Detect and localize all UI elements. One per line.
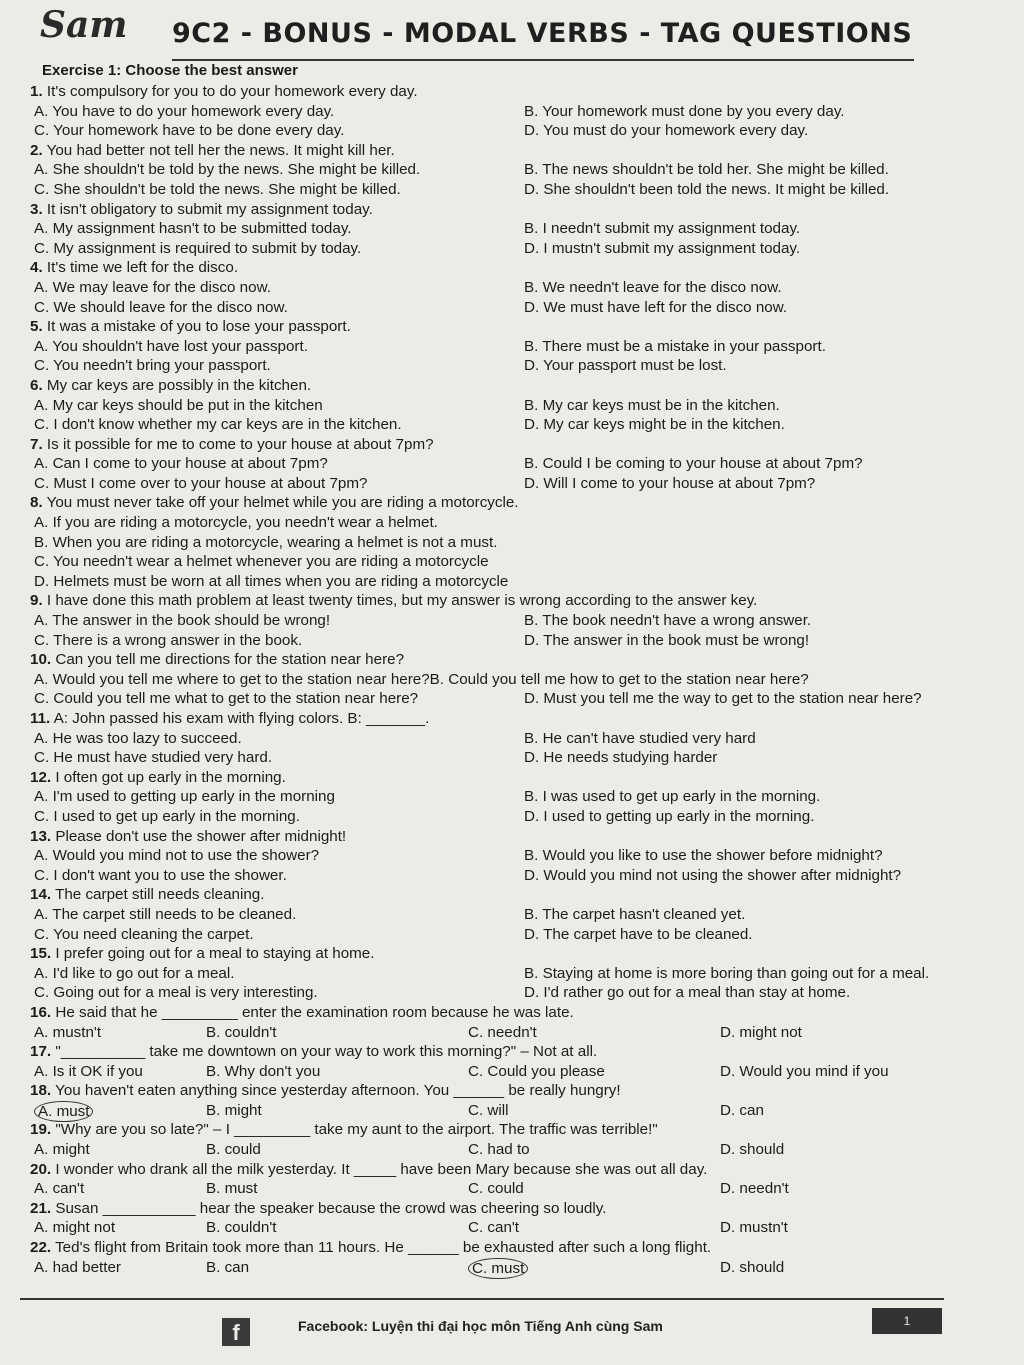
answer-option: A. mustn't — [34, 1023, 102, 1041]
answer-option: D. Your passport must be lost. — [524, 357, 727, 375]
answer-option: B. can — [206, 1258, 250, 1276]
answer-option: C. You need cleaning the carpet. — [34, 925, 254, 943]
answer-option: A. If you are riding a motorcycle, you needn't wear a helmet. — [34, 514, 438, 532]
answer-option: C. Going out for a meal is very interesting. — [34, 984, 318, 1002]
answer-option: C. I don't want you to use the shower. — [34, 866, 287, 884]
question-number: 21. — [30, 1199, 52, 1217]
logo: Sam — [40, 4, 128, 46]
answer-option: C. She shouldn't be told the news. She might be killed. — [34, 180, 401, 198]
answer-option: A. had better — [34, 1258, 121, 1276]
question-number: 7. — [30, 435, 43, 453]
answer-option: A. might not — [34, 1219, 116, 1237]
answer-option: A. We may leave for the disco now. — [34, 278, 271, 296]
answer-row — [30, 180, 970, 200]
page-title: 9C2 - BONUS - MODAL VERBS - TAG QUESTIONS — [172, 18, 913, 49]
answer-option: C. Your homework have to be done every day. — [34, 122, 345, 140]
question-stem — [30, 591, 970, 611]
answer-option: D. needn't — [720, 1180, 789, 1198]
question-stem — [30, 1003, 970, 1023]
answer-row — [30, 787, 970, 807]
question-number: 18. — [30, 1082, 52, 1100]
answer-option: C. could — [468, 1180, 524, 1198]
answer-row — [30, 356, 970, 376]
question-stem — [30, 258, 970, 278]
answer-option: A. The carpet still needs to be cleaned. — [34, 905, 297, 923]
question-text: My car keys are possibly in the kitchen. — [46, 376, 312, 394]
question-number: 5. — [30, 318, 43, 336]
answer-row — [30, 396, 970, 416]
question-number: 22. — [30, 1239, 52, 1257]
answer-option: B. Staying at home is more boring than going out for a meal. — [524, 964, 930, 982]
answer-row — [30, 160, 970, 180]
question-text: "Why are you so late?" – I _________ take my aunt to the airport. The traffic was terrible!" — [55, 1121, 658, 1139]
question-text: Ted's flight from Britain took more than 11 hours. He ______ be exhausted after such a long flight. — [55, 1239, 712, 1257]
answer-option: C. can't — [468, 1219, 520, 1237]
question-stem — [30, 376, 970, 396]
answer-row — [30, 670, 970, 690]
answer-option: B. couldn't — [206, 1219, 277, 1237]
answer-option: C. We should leave for the disco now. — [34, 298, 288, 316]
answer-option: A. You have to do your homework every day. — [34, 102, 335, 120]
answer-option: A. might — [34, 1141, 90, 1159]
answer-option: A. I'm used to getting up early in the morning — [34, 788, 335, 806]
question-number: 2. — [30, 141, 43, 159]
answer-row — [30, 807, 970, 827]
answer-option: A. Would you tell me where to get to the station near here?B. Could you tell me how to get to the station near here? — [34, 670, 809, 688]
answer-option: C. I don't know whether my car keys are in the kitchen. — [34, 416, 402, 434]
question-stem — [30, 650, 970, 670]
answer-option: D. The carpet have to be cleaned. — [524, 925, 753, 943]
answer-option: B. I was used to get up early in the morning. — [524, 788, 821, 806]
answer-row — [30, 905, 970, 925]
question-stem — [30, 768, 970, 788]
question-stem — [30, 317, 970, 337]
answer-option: C. Could you tell me what to get to the station near here? — [34, 690, 419, 708]
question-stem — [30, 1160, 970, 1180]
question-text: I prefer going out for a meal to staying at home. — [55, 945, 375, 963]
answer-option: C. You needn't bring your passport. — [34, 357, 271, 375]
answer-row — [30, 1023, 970, 1043]
answer-option: D. Must you tell me the way to get to the station near here? — [524, 690, 922, 708]
question-number: 9. — [30, 592, 43, 610]
answer-row — [30, 415, 970, 435]
answer-option: D. I used to getting up early in the morning. — [524, 807, 815, 825]
question-text: He said that he _________ enter the examination room because he was late. — [55, 1003, 574, 1021]
question-number: 13. — [30, 827, 52, 845]
question-number: 4. — [30, 259, 43, 277]
answer-option: A. He was too lazy to succeed. — [34, 729, 242, 747]
answer-option: A. I'd like to go out for a meal. — [34, 964, 235, 982]
answer-option: B. There must be a mistake in your passport. — [524, 337, 826, 355]
answer-option: D. My car keys might be in the kitchen. — [524, 416, 785, 434]
question-number: 20. — [30, 1160, 52, 1178]
answer-option: C. had to — [468, 1141, 530, 1159]
answer-row — [30, 925, 970, 945]
answer-option: C. You needn't wear a helmet whenever you are riding a motorcycle — [34, 553, 489, 571]
question-stem — [30, 944, 970, 964]
answer-row — [30, 572, 970, 592]
answer-option: B. Your homework must done by you every day. — [524, 102, 845, 120]
answer-row — [30, 278, 970, 298]
answer-option: B. might — [206, 1101, 262, 1119]
answer-option: A. You shouldn't have lost your passport. — [34, 337, 308, 355]
answer-row — [30, 748, 970, 768]
answer-option: D. She shouldn't been told the news. It might be killed. — [524, 180, 890, 198]
question-number: 14. — [30, 886, 52, 904]
answer-option: D. The answer in the book must be wrong! — [524, 631, 810, 649]
question-text: Is it possible for me to come to your house at about 7pm? — [46, 435, 434, 453]
question-stem — [30, 1081, 970, 1101]
question-stem — [30, 709, 970, 729]
question-text: You must never take off your helmet while you are riding a motorcycle. — [46, 494, 519, 512]
question-text: Susan ___________ hear the speaker because the crowd was cheering so loudly. — [55, 1199, 607, 1217]
answer-option: B. The carpet hasn't cleaned yet. — [524, 905, 746, 923]
answer-option: A. My car keys should be put in the kitchen — [34, 396, 323, 414]
question-stem — [30, 435, 970, 455]
answer-option: C. There is a wrong answer in the book. — [34, 631, 303, 649]
answer-option: B. We needn't leave for the disco now. — [524, 278, 782, 296]
answer-option: D. Helmets must be worn at all times when you are riding a motorcycle — [34, 572, 509, 590]
answer-option: C. needn't — [468, 1023, 537, 1041]
question-number: 12. — [30, 768, 52, 786]
answer-option: A. can't — [34, 1180, 85, 1198]
answer-option: D. I'd rather go out for a meal than stay at home. — [524, 984, 851, 1002]
header-underline — [172, 59, 914, 61]
answer-row — [30, 474, 970, 494]
question-number: 10. — [30, 651, 52, 669]
answer-row — [30, 454, 970, 474]
answer-option: B. could — [206, 1141, 261, 1159]
answer-option: A. Can I come to your house at about 7pm? — [34, 455, 328, 473]
answer-option: A. must — [34, 1101, 93, 1123]
answer-option: D. Would you mind not using the shower after midnight? — [524, 866, 902, 884]
answer-row — [30, 552, 970, 572]
answer-row — [30, 102, 970, 122]
answer-option: D. He needs studying harder — [524, 749, 718, 767]
answer-option: D. We must have left for the disco now. — [524, 298, 788, 316]
answer-option: B. When you are riding a motorcycle, wearing a helmet is not a must. — [34, 533, 498, 551]
answer-row — [30, 298, 970, 318]
answer-option: C. My assignment is required to submit by today. — [34, 239, 362, 257]
question-stem — [30, 200, 970, 220]
question-number: 17. — [30, 1043, 52, 1061]
question-text: "__________ take me downtown on your way to work this morning?" – Not at all. — [55, 1043, 598, 1061]
question-number: 15. — [30, 945, 52, 963]
answer-option: C. will — [468, 1101, 509, 1119]
answer-option: B. He can't have studied very hard — [524, 729, 756, 747]
answer-row — [30, 983, 970, 1003]
answer-row — [30, 1218, 970, 1238]
answer-row — [30, 689, 970, 709]
question-number: 16. — [30, 1003, 52, 1021]
question-stem — [30, 1042, 970, 1062]
question-text: You haven't eaten anything since yesterday afternoon. You ______ be really hungry! — [55, 1082, 621, 1100]
answer-row — [30, 1101, 970, 1121]
answer-option: A. The answer in the book should be wrong! — [34, 612, 331, 630]
question-text: Can you tell me directions for the station near here? — [55, 651, 405, 669]
answer-option: C. must — [468, 1258, 528, 1280]
question-number: 6. — [30, 376, 43, 394]
question-text: I have done this math problem at least twenty times, but my answer is wrong according to the answer key. — [46, 592, 758, 610]
question-text: It's compulsory for you to do your homework every day. — [46, 83, 418, 100]
answer-option: D. Will I come to your house at about 7pm? — [524, 474, 816, 492]
answer-option: B. The news shouldn't be told her. She might be killed. — [524, 161, 889, 179]
footer-divider — [20, 1298, 944, 1300]
question-stem — [30, 885, 970, 905]
answer-option: A. My assignment hasn't to be submitted today. — [34, 220, 352, 238]
answer-option: D. should — [720, 1258, 785, 1276]
answer-row — [30, 239, 970, 259]
question-stem — [30, 827, 970, 847]
question-number: 1. — [30, 83, 43, 100]
question-text: It isn't obligatory to submit my assignment today. — [46, 200, 373, 218]
answer-option: C. I used to get up early in the morning. — [34, 807, 300, 825]
footer-text: Facebook: Luyện thi đại học môn Tiếng Anh cùng Sam — [298, 1318, 663, 1334]
question-number: 8. — [30, 494, 43, 512]
question-text: It's time we left for the disco. — [46, 259, 239, 277]
answer-option: A. Is it OK if you — [34, 1062, 143, 1080]
question-text: The carpet still needs cleaning. — [55, 886, 265, 904]
answer-option: B. couldn't — [206, 1023, 277, 1041]
facebook-icon: f — [222, 1318, 250, 1346]
question-stem — [30, 1199, 970, 1219]
header — [30, 4, 930, 62]
question-list — [30, 82, 970, 1277]
answer-option: B. Would you like to use the shower before midnight? — [524, 847, 883, 865]
answer-option: D. might not — [720, 1023, 802, 1041]
answer-option: B. Why don't you — [206, 1062, 321, 1080]
answer-option: C. Must I come over to your house at about 7pm? — [34, 474, 368, 492]
question-number: 3. — [30, 200, 43, 218]
question-stem — [30, 1238, 970, 1258]
answer-option: A. Would you mind not to use the shower? — [34, 847, 320, 865]
answer-option: B. I needn't submit my assignment today. — [524, 220, 801, 238]
question-text: It was a mistake of you to lose your passport. — [46, 318, 351, 336]
answer-row — [30, 964, 970, 984]
answer-row — [30, 219, 970, 239]
question-stem — [30, 1120, 970, 1140]
answer-row — [30, 729, 970, 749]
answer-row — [30, 513, 970, 533]
answer-option: B. must — [206, 1180, 258, 1198]
question-text: I wonder who drank all the milk yesterday. It _____ have been Mary because she was out all day. — [55, 1160, 708, 1178]
question-text: You had better not tell her the news. It might kill her. — [46, 141, 395, 159]
question-text: I often got up early in the morning. — [55, 768, 286, 786]
question-stem — [30, 493, 970, 513]
question-stem — [30, 141, 970, 161]
answer-option: B. Could I be coming to your house at about 7pm? — [524, 455, 863, 473]
question-text: A: John passed his exam with flying colors. B: _______. — [53, 710, 430, 727]
answer-option: B. My car keys must be in the kitchen. — [524, 396, 780, 414]
answer-option: D. I mustn't submit my assignment today. — [524, 239, 801, 257]
answer-option: C. Could you please — [468, 1062, 605, 1080]
question-stem — [30, 82, 970, 102]
answer-option: D. Would you mind if you — [720, 1062, 889, 1080]
answer-option: D. mustn't — [720, 1219, 788, 1237]
answer-row — [30, 631, 970, 651]
answer-option: C. He must have studied very hard. — [34, 749, 273, 767]
exercise-title: Exercise 1: Choose the best answer — [42, 62, 298, 79]
question-number: 19. — [30, 1121, 52, 1139]
answer-option: D. should — [720, 1141, 785, 1159]
answer-row — [30, 866, 970, 886]
question-number: 11. — [30, 710, 51, 727]
answer-row — [30, 1258, 970, 1278]
answer-row — [30, 1062, 970, 1082]
page-number: 1 — [872, 1308, 942, 1334]
question-text: Please don't use the shower after midnight! — [55, 827, 347, 845]
answer-option: D. can — [720, 1101, 764, 1119]
answer-option: D. You must do your homework every day. — [524, 122, 809, 140]
answer-row — [30, 846, 970, 866]
answer-row — [30, 1140, 970, 1160]
answer-row — [30, 1179, 970, 1199]
answer-option: B. The book needn't have a wrong answer. — [524, 612, 812, 630]
answer-row — [30, 337, 970, 357]
answer-row — [30, 121, 970, 141]
answer-option: A. She shouldn't be told by the news. She might be killed. — [34, 161, 421, 179]
answer-row — [30, 611, 970, 631]
answer-row — [30, 533, 970, 553]
